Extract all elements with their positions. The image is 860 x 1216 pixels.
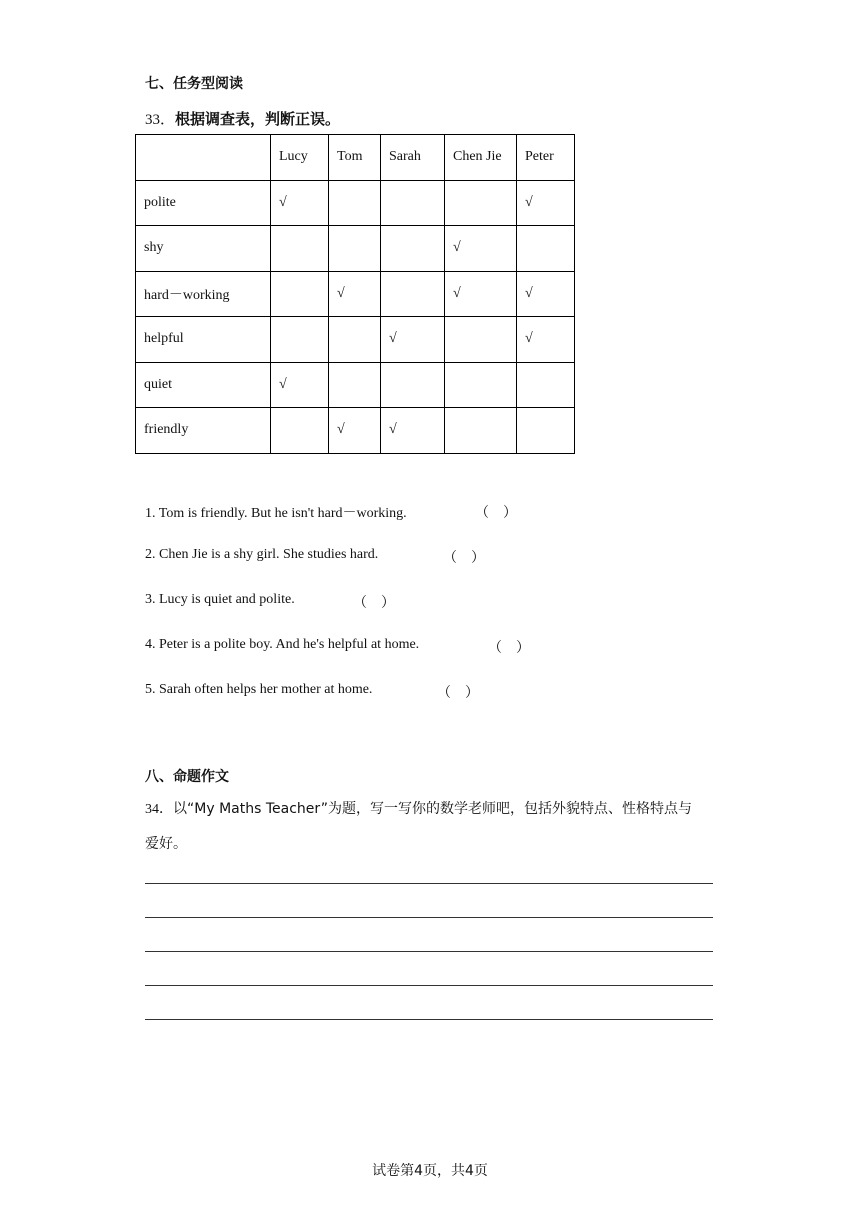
- statement-text: 3. Lucy is quiet and polite.: [145, 592, 295, 607]
- question-33-instruction: 根据调查表，判断正误。: [175, 110, 341, 128]
- table-header-cell: Peter: [517, 135, 575, 181]
- check-cell: √: [329, 271, 381, 317]
- trait-label: friendly: [136, 408, 271, 454]
- section-7-title: 七、任务型阅读: [145, 76, 243, 92]
- check-cell: [329, 180, 381, 226]
- question-33: [145, 108, 340, 129]
- trait-label: helpful: [136, 317, 271, 363]
- table-corner-cell: [136, 135, 271, 181]
- survey-table: [135, 134, 575, 454]
- table-header-cell: Tom: [329, 135, 381, 181]
- trait-label: polite: [136, 180, 271, 226]
- check-cell: √: [271, 362, 329, 408]
- check-cell: [445, 408, 517, 454]
- question-33-number: 33．: [145, 112, 176, 128]
- table-row: [136, 180, 575, 226]
- statement-text: 5. Sarah often helps her mother at home.: [145, 682, 373, 697]
- check-cell: √: [517, 180, 575, 226]
- table-row: [136, 317, 575, 363]
- check-cell: [271, 317, 329, 363]
- page-number: 试卷第4页，共4页: [372, 1163, 488, 1179]
- check-cell: [381, 180, 445, 226]
- check-cell: √: [381, 408, 445, 454]
- writing-line[interactable]: [145, 1019, 713, 1020]
- answer-blank[interactable]: （ ）: [437, 686, 479, 701]
- answer-blank[interactable]: （ ）: [443, 551, 485, 566]
- check-cell: [445, 317, 517, 363]
- check-cell: [381, 362, 445, 408]
- trait-label: hard－working: [136, 271, 271, 317]
- answer-blank[interactable]: （ ）: [353, 596, 395, 611]
- table-header-row: [136, 135, 575, 181]
- check-cell: √: [271, 180, 329, 226]
- check-cell: [271, 408, 329, 454]
- trait-label: shy: [136, 226, 271, 272]
- writing-line[interactable]: [145, 883, 713, 884]
- check-cell: [381, 271, 445, 317]
- table-header-cell: Lucy: [271, 135, 329, 181]
- trait-label: quiet: [136, 362, 271, 408]
- check-cell: √: [329, 408, 381, 454]
- writing-line[interactable]: [145, 917, 713, 918]
- check-cell: [329, 362, 381, 408]
- check-cell: [517, 408, 575, 454]
- writing-line[interactable]: [145, 985, 713, 986]
- question-34-number: 34．: [145, 802, 173, 817]
- check-cell: [517, 226, 575, 272]
- statement-text: 2. Chen Jie is a shy girl. She studies hard.: [145, 547, 379, 562]
- writing-line[interactable]: [145, 951, 713, 952]
- question-34: [145, 792, 725, 862]
- check-cell: [329, 226, 381, 272]
- table-row: [136, 271, 575, 317]
- check-cell: √: [445, 226, 517, 272]
- check-cell: √: [517, 317, 575, 363]
- table-row: [136, 226, 575, 272]
- check-cell: [381, 226, 445, 272]
- table-row: [136, 362, 575, 408]
- check-cell: [445, 362, 517, 408]
- table-header-cell: Chen Jie: [445, 135, 517, 181]
- check-cell: [271, 226, 329, 272]
- statement-text: 4. Peter is a polite boy. And he's helpful at home.: [145, 637, 420, 652]
- check-cell: [329, 317, 381, 363]
- check-cell: √: [381, 317, 445, 363]
- check-cell: √: [517, 271, 575, 317]
- answer-blank[interactable]: （ ）: [475, 506, 517, 521]
- check-cell: [445, 180, 517, 226]
- page-footer: [0, 1160, 860, 1180]
- statement-text: 1. Tom is friendly. But he isn't hard－working.: [145, 506, 407, 521]
- answer-blank[interactable]: （ ）: [488, 641, 530, 656]
- table-header-cell: Sarah: [381, 135, 445, 181]
- table-row: [136, 408, 575, 454]
- question-34-prompt-end: 爱好。: [145, 836, 187, 852]
- question-34-prompt: 以“My Maths Teacher”为题，写一写你的数学老师吧，包括外貌特点、性格特点与: [173, 801, 692, 817]
- section-8-title: 八、命题作文: [145, 769, 229, 785]
- check-cell: √: [445, 271, 517, 317]
- check-cell: [271, 271, 329, 317]
- check-cell: [517, 362, 575, 408]
